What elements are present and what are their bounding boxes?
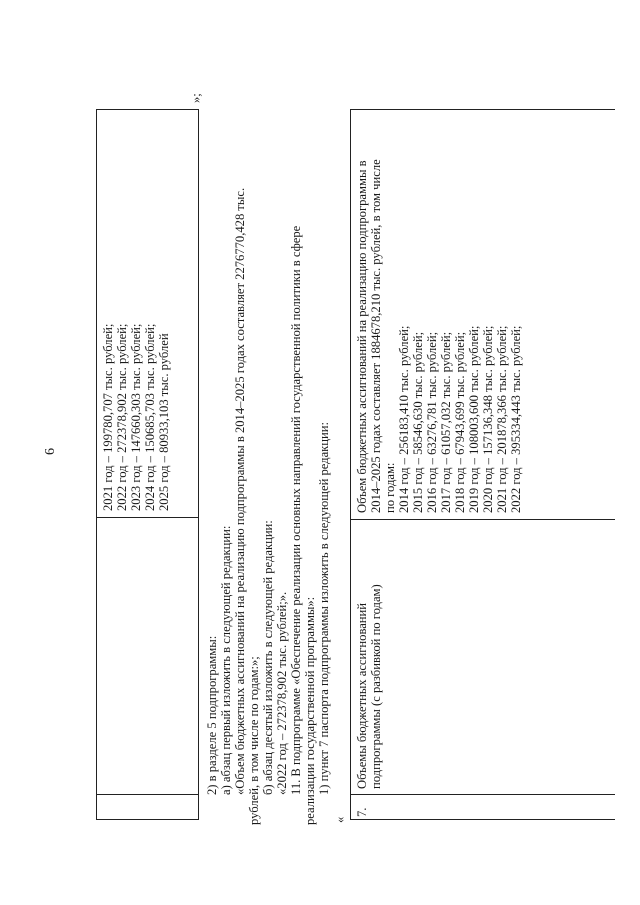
body-line: 1) пункт 7 паспорта подпрограммы изложить в следующей редакции: — [317, 421, 331, 795]
content-line: по годам: — [383, 462, 397, 513]
content-line: 2014–2025 годах составляет 1884678,210 тыс. рублей, в том числе — [369, 159, 383, 513]
closing-quote: »; — [189, 93, 203, 103]
body-line: «2022 год – 272378,902 тыс. рублей;». — [275, 591, 289, 795]
content-line: 2019 год – 108003,600 тыс. рублей; — [467, 325, 481, 513]
row-label-line: подпрограммы (с разбивкой по годам) — [369, 584, 383, 789]
body-line: реализации государственной программы»: — [303, 596, 317, 825]
top-table-row: 2023 год – 147660,303 тыс. рублей; — [129, 323, 143, 511]
content-line: 2016 год – 63276,781 тыс. рублей; — [425, 331, 439, 513]
row-label-line: Объемы бюджетных ассигнований — [355, 602, 369, 789]
opening-quote: « — [333, 816, 347, 823]
content-line: 2018 год – 67943,699 тыс. рублей; — [453, 331, 467, 513]
body-line: «Объем бюджетных ассигнований на реализацию подпрограммы в 2014–2025 годах составляет 2276770,428 тыс. — [233, 187, 247, 795]
row-number: 7. — [355, 807, 369, 817]
body-line: 2) в разделе 5 подпрограммы: — [205, 635, 219, 795]
content-line: 2022 год – 395334,443 тыс. рублей; — [509, 325, 523, 513]
content-line: Объем бюджетных ассигнований на реализацию подпрограммы в — [355, 160, 369, 513]
body-line: б) абзац десятый изложить в следующей редакции: — [261, 520, 275, 795]
top-table-row: 2022 год – 272378,902 тыс. рублей; — [115, 323, 129, 511]
body-line: а) абзац первый изложить в следующей редакции: — [219, 525, 233, 795]
top-table-row: 2025 год – 80933,103 тыс. рублей — [157, 333, 171, 511]
top-table-row: 2021 год – 199780,707 тыс. рублей; — [101, 323, 115, 511]
content-line: 2020 год – 157136,348 тыс. рублей; — [481, 325, 495, 513]
content-line: 2015 год – 58546,630 тыс. рублей; — [411, 331, 425, 513]
page-number: 6 — [43, 448, 58, 455]
content-line: 2014 год – 256183,410 тыс. рублей; — [397, 325, 411, 513]
body-line: рублей, в том числе по годам:»; — [247, 656, 261, 825]
top-table-row: 2024 год – 150685,703 тыс. рублей; — [143, 323, 157, 511]
content-line: 2017 год – 61057,032 тыс. рублей; — [439, 331, 453, 513]
content-line: 2021 год – 201878,366 тыс. рублей; — [495, 325, 509, 513]
body-line: 11. В подпрограмме «Обеспечение реализации основных направлений государственной политики в сфере — [289, 225, 303, 795]
